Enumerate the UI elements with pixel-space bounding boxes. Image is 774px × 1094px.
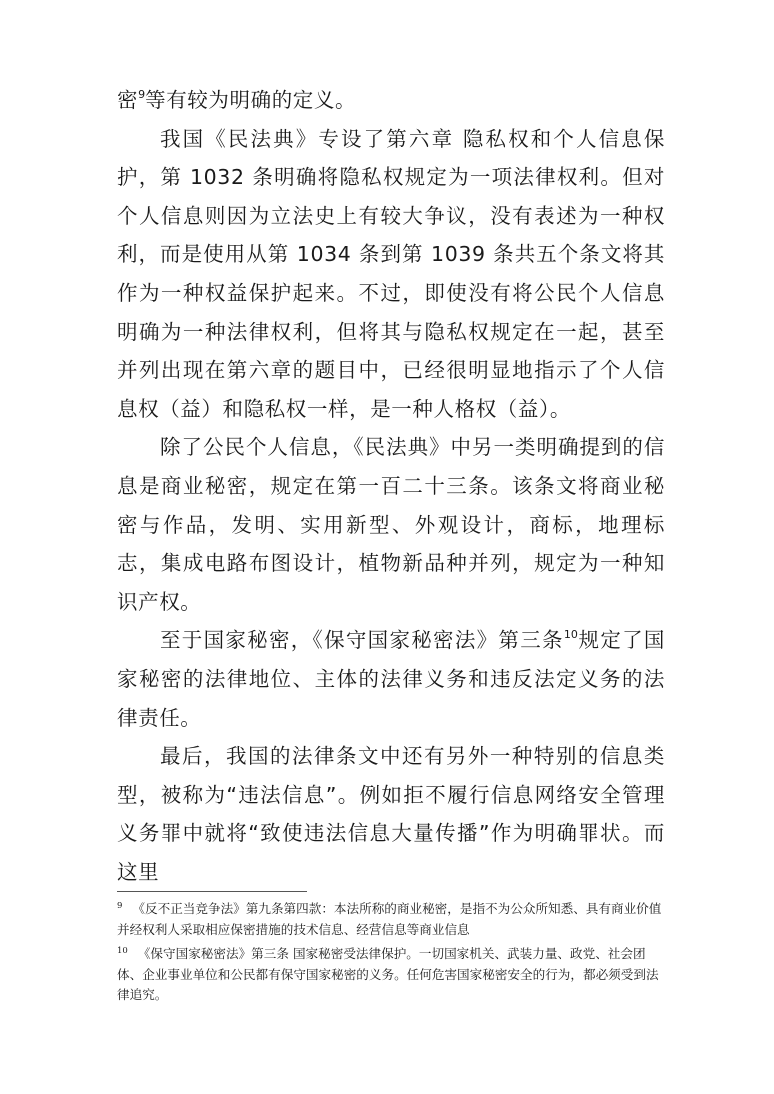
footnote-ref-9[interactable]: 9 — [138, 88, 146, 101]
footnote-number: 10 — [117, 946, 128, 956]
footnote-number: 9 — [117, 901, 123, 911]
paragraph-3: 除了公民个人信息，《民法典》中另一类明确提到的信息是商业秘密，规定在第一百二十三条。该条文将商业秘密与作品，发明、实用新型、外观设计，商标，地理标志，集成电路布图设计，植物新品种并列，规定为一种知识产权。 — [117, 435, 665, 614]
footnote-10 — [117, 944, 665, 1006]
paragraph-4: 至于国家秘密，《保守国家秘密法》第三条$^{10}$规定了国家秘密的法律地位、主体的法律义务和违反法定义务的法律责任。 — [117, 628, 665, 730]
footnotes — [117, 899, 665, 1010]
footnote-text: 《保守国家秘密法》第三条 国家秘密受法律保护。一切国家机关、武装力量、政党、社会团体、企业事业单位和公民都有保守国家秘密的义务。任何危害国家秘密安全的行为，都必须受到法律追究。 — [117, 946, 659, 1002]
paragraph-5: 最后，我国的法律条文中还有另外一种特别的信息类型，被称为“违法信息”。例如拒不履行信息网络安全管理义务罪中就将“致使违法信息大量传播”作为明确罪状。而这里 — [117, 744, 665, 884]
paragraph-1: 密$^9$等有较为明确的定义。 — [117, 88, 357, 112]
footnote-separator — [117, 891, 307, 892]
footnote-text: 《反不正当竞争法》第九条第四款：本法所称的商业秘密，是指不为公众所知悉、具有商业价值并经权利人采取相应保密措施的技术信息、经营信息等商业信息 — [117, 901, 662, 937]
paragraph-2: 我国《民法典》专设了第六章 隐私权和个人信息保护，第 1032 条明确将隐私权规定为一项法律权利。但对个人信息则因为立法史上有较大争议，没有表述为一种权利，而是使用从第 1034 条到第 1039 条共五个条文将其作为一种权益保护起来。不过，即使没有将公民个人信息明确为一种法律权利，但将其与隐私权规定在一起，甚至并列出现在第六章的题目中，已经很明显地指示了个人信息权（益）和隐私权一样，是一种人格权（益）。 — [117, 126, 665, 421]
body-text — [117, 81, 665, 891]
footnote-9 — [117, 899, 665, 940]
footnote-ref-10[interactable]: 10 — [563, 628, 578, 642]
